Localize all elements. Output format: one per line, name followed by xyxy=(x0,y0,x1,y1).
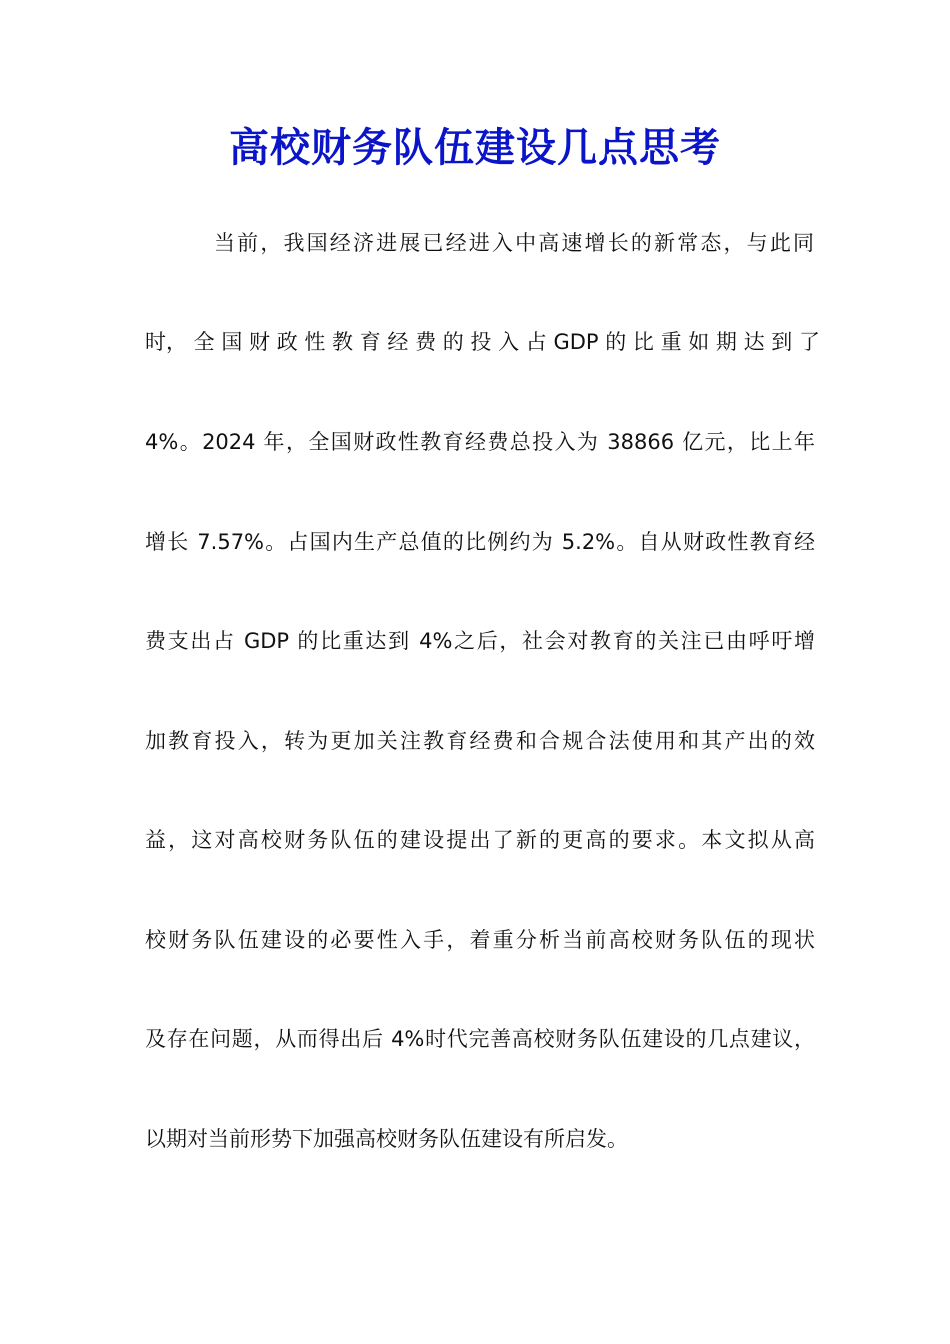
document-title: 高校财务队伍建设几点思考 xyxy=(229,124,721,171)
paragraph-line: 费支出占 GDP 的比重达到 4%之后，社会对教育的关注已由呼吁增 xyxy=(145,629,815,653)
paragraph-line: 及存在问题，从而得出后 4%时代完善高校财务队伍建设的几点建议， xyxy=(145,1027,815,1051)
paragraph-line: 当前，我国经济进展已经进入中高速增长的新常态，与此同 xyxy=(214,231,814,255)
paragraph-line: 益，这对高校财务队伍的建设提出了新的更高的要求。本文拟从高 xyxy=(145,828,815,852)
paragraph-line: 校财务队伍建设的必要性入手，着重分析当前高校财务队伍的现状 xyxy=(145,928,815,952)
paragraph-line: 时， 全 国 财 政 性 教 育 经 费 的 投 入 占 GDP 的 比 重 如 期 达 到 了 xyxy=(145,330,820,354)
paragraph-line: 4%。2024 年，全国财政性教育经费总投入为 38866 亿元，比上年 xyxy=(145,430,815,454)
paragraph-line: 以期对当前形势下加强高校财务队伍建设有所启发。 xyxy=(145,1127,628,1151)
paragraph-line: 增长 7.57%。占国内生产总值的比例约为 5.2%。自从财政性教育经 xyxy=(145,530,815,554)
paragraph-line: 加教育投入，转为更加关注教育经费和合规合法使用和其产出的效 xyxy=(145,729,815,753)
